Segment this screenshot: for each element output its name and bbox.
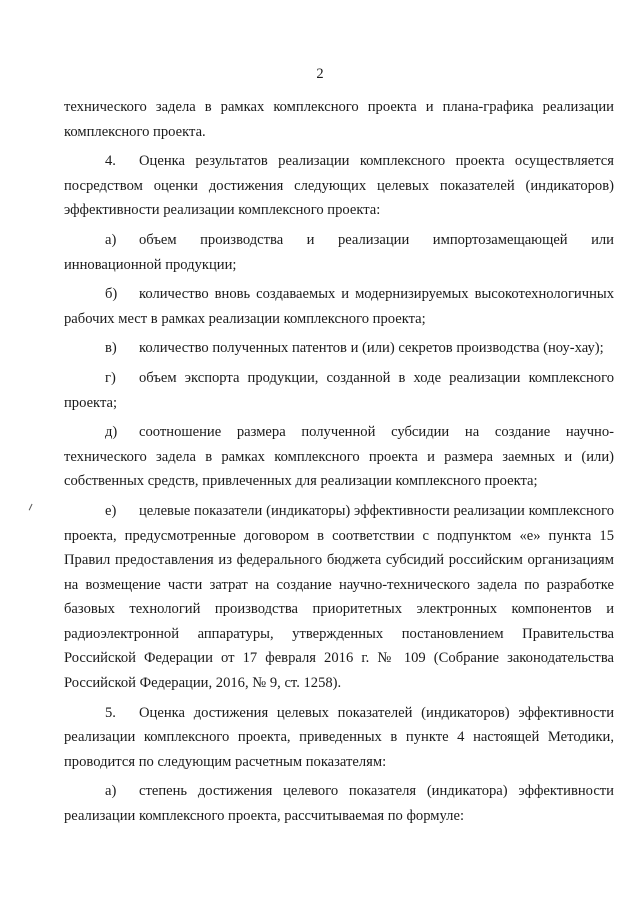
paragraph-item-e [64,499,614,696]
paragraph-text: количество вновь создаваемых и модернизируемых высокотехнологичных рабочих мест в рамках реализации комплексного проекта; [64,286,614,327]
paragraph-text: Оценка достижения целевых показателей (индикаторов) эффективности реализации комплексного проекта, приведенных в пункте 4 настоящей Методики, проводится по следующим расчетным показателям: [64,704,614,770]
paragraph-item-b [64,282,614,331]
paragraph-item-g [64,366,614,415]
paragraph-item-5 [64,701,614,775]
paragraph-item-a [64,228,614,277]
paragraph-item-v [64,336,614,361]
item-letter: а) [105,231,117,248]
item-letter: в) [105,340,117,357]
paragraph-text: объем производства и реализации импортозамещающей или инновационной продукции; [64,231,614,273]
paragraph-text: Оценка результатов реализации комплексного проекта осуществляется посредством оценки достижения следующих целевых показателей (индикаторов) эффективности реализации комплексного проекта: [64,153,614,219]
paragraph-continuation [64,95,614,144]
item-number: 5. [105,704,116,721]
paragraph-text: целевые показатели (индикаторы) эффективности реализации комплексного проекта, предусмотренные договором в соответствии с подпунктом «е» пункта 15 Правил предоставления из федерального бюджета субсидий российским организациям на возмещение части затрат на создание научно-технического задела по разработке базовых технологий производства приоритетных электронных компонентов и радиоэлектронной аппаратуры, утвержденных постановлением Правительства Российской Федерации от 17 февраля 2016 г. № 109 (Собрание законодательства Российской Федерации, 2016, № 9, ст. 1258). [64,502,614,692]
paragraph-item-4 [64,149,614,223]
paragraph-text: объем экспорта продукции, созданной в ходе реализации комплексного проекта; [64,369,614,411]
page-number: 2 [316,66,324,82]
item-letter: е) [105,502,117,519]
paragraph-item-d [64,420,614,494]
margin-pen-mark [29,504,35,512]
item-number: 4. [105,153,116,170]
paragraph-text: степень достижения целевого показателя (индикатора) эффективности реализации комплексного проекта, рассчитываемая по формуле: [64,783,614,825]
paragraph-text: количество полученных патентов и (или) секретов производства (ноу-хау); [139,340,604,357]
document-body [64,95,614,829]
paragraph-text: технического задела в рамках комплексного проекта и плана-графика реализации комплексного проекта. [64,99,614,140]
item-letter: а) [105,783,117,800]
item-letter: б) [105,286,118,303]
item-letter: г) [105,369,116,386]
item-letter: д) [105,424,118,441]
paragraph-text: соотношение размера полученной субсидии на создание научно-технического задела в рамках комплексного проекта и размера заемных и (или) собственных средств, привлеченных для реализации комплексного проекта; [64,424,614,490]
paragraph-item-5a [64,779,614,828]
